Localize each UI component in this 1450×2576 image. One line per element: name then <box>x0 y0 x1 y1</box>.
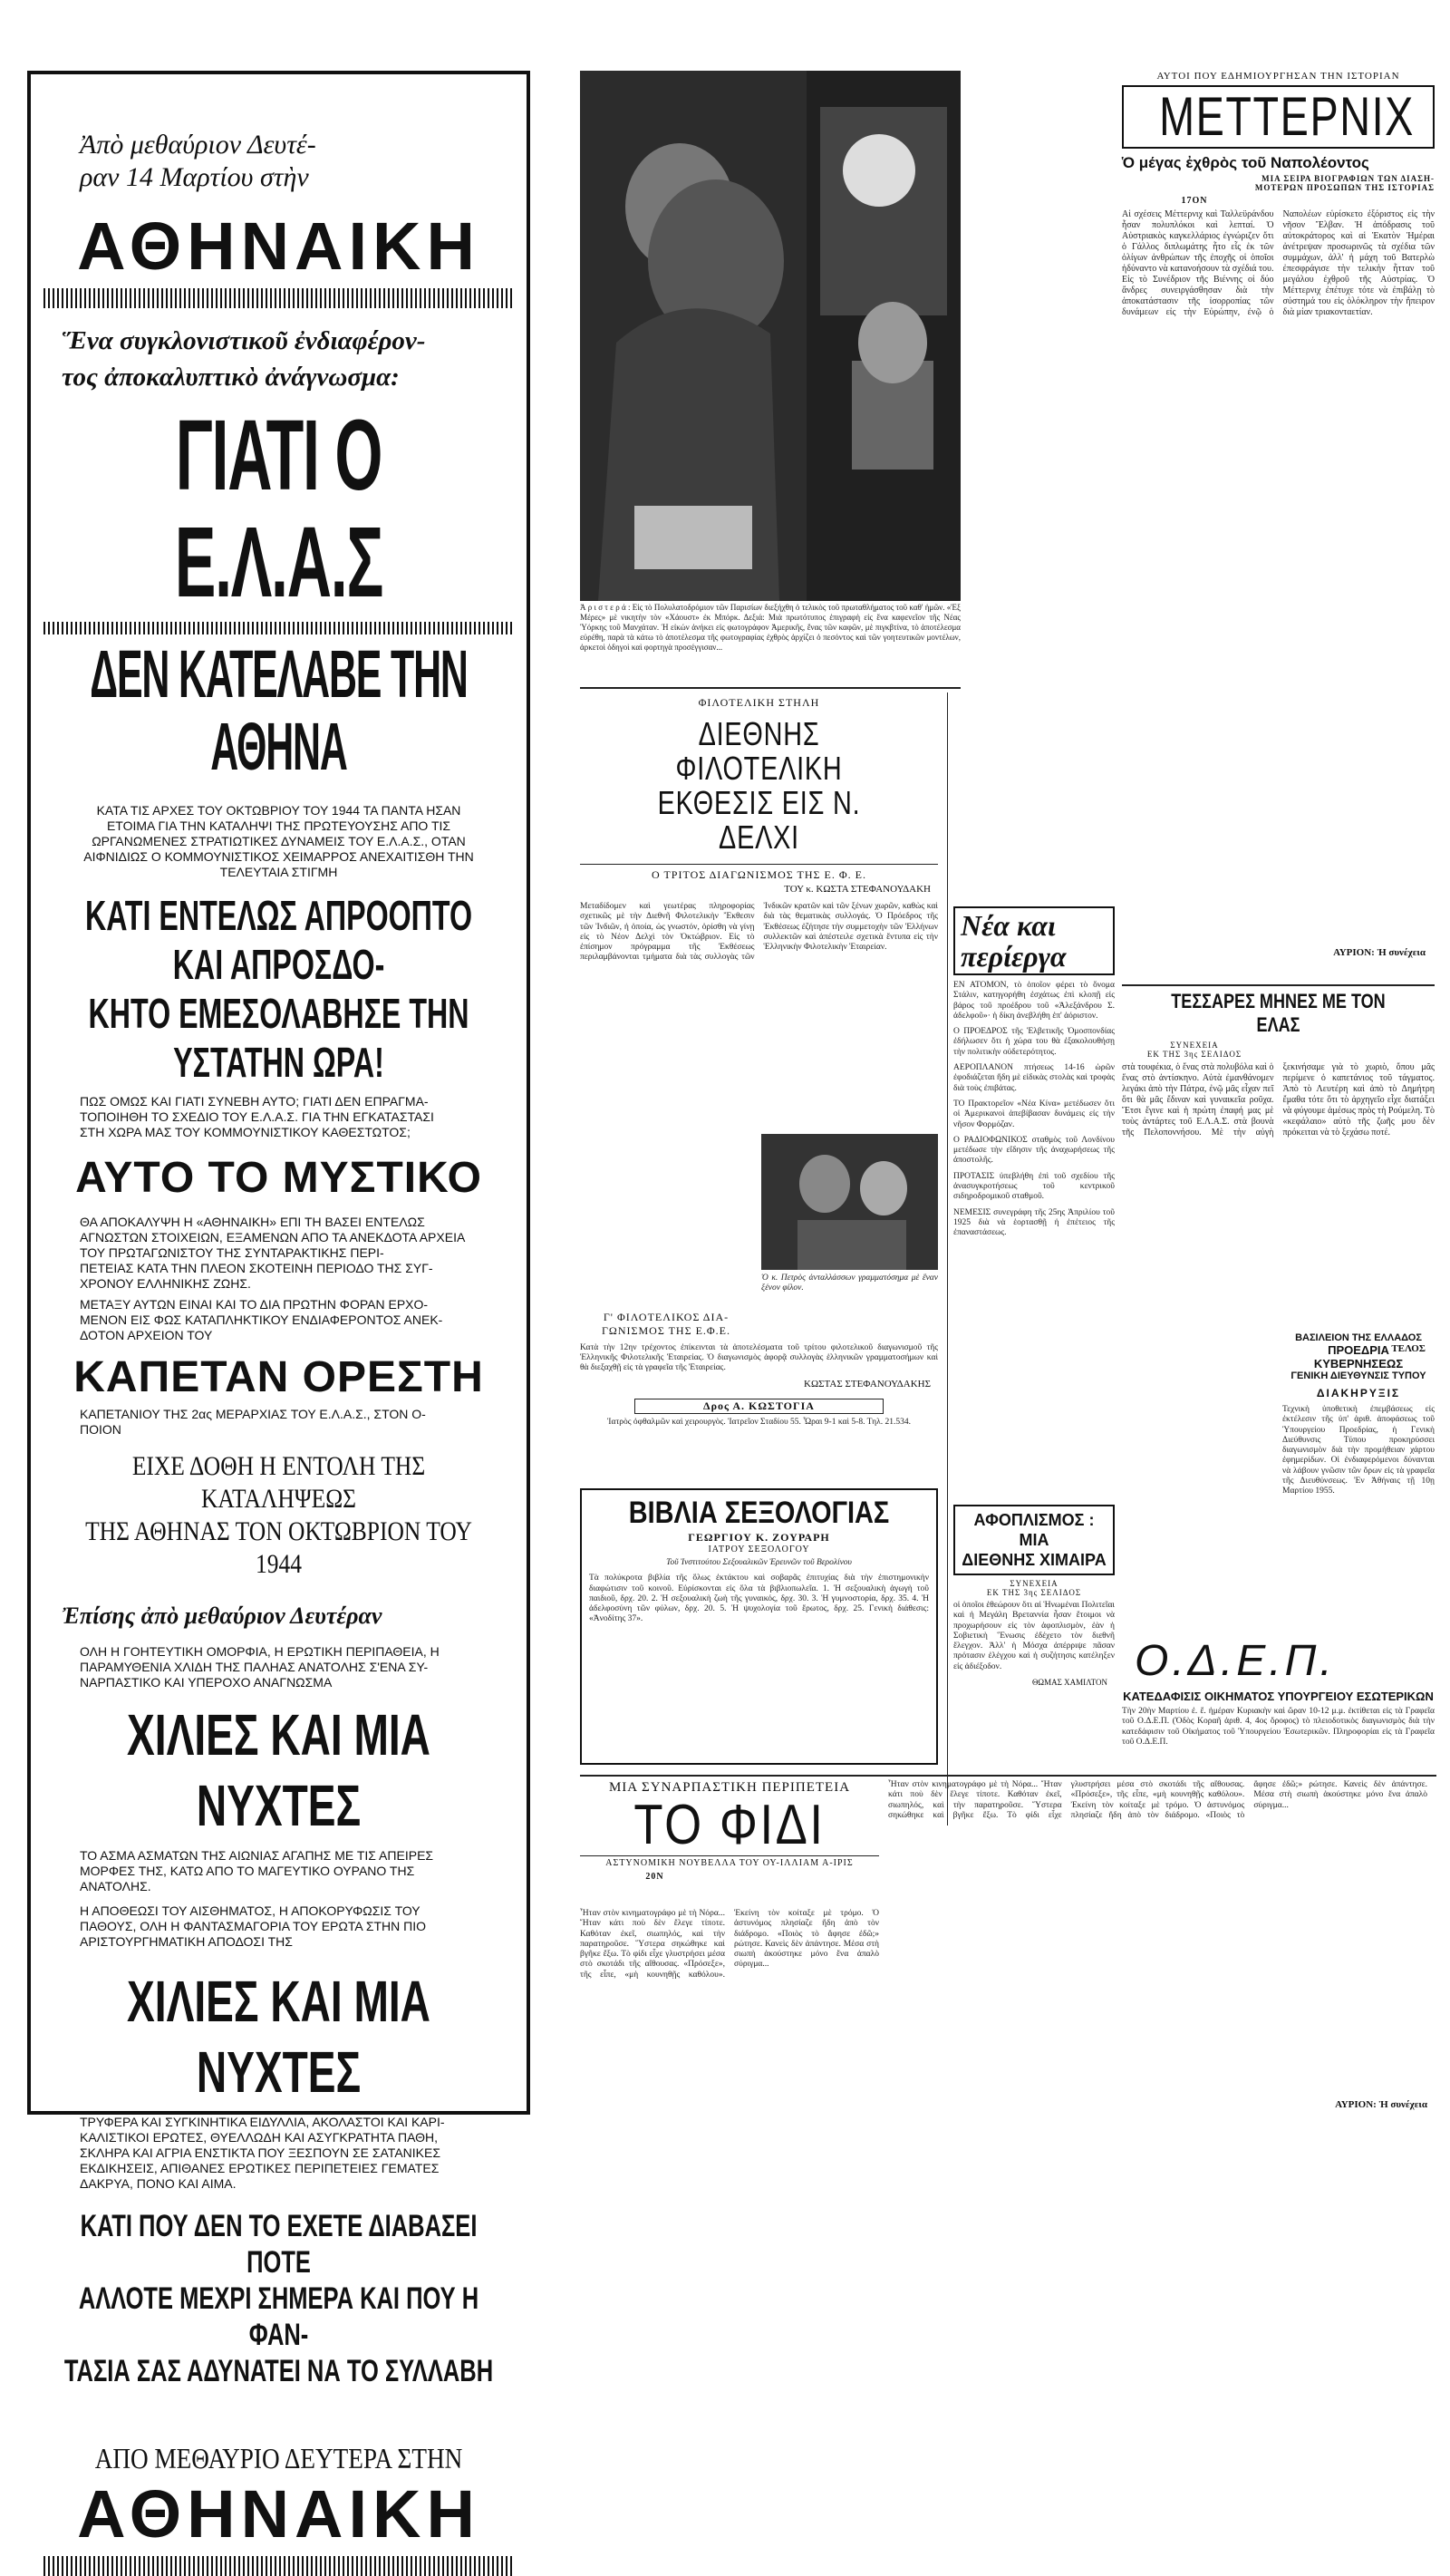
news-item: ΝΕΜΕΣΙΣ συνεγράφη τῆς 25ης Ἀπριλίου τοῦ 1925 διὰ νὰ ἑορτασθῇ ἡ ἐπέτειος τῆς ἐπαναστάσεως. <box>953 1207 1115 1238</box>
news-item: ΠΡΟΤΑΣΙΣ ὑπεβλήθη ἐπὶ τοῦ σχεδίου τῆς ἀνασυγκροτήσεως τοῦ κεντρικοῦ σιδηροδρομικοῦ σταθμοῦ. <box>953 1171 1115 1202</box>
hatch-divider <box>44 2556 514 2576</box>
notice-line: ΓΕΝΙΚΗ ΔΙΕΥΘΥΝΣΙΣ ΤΥΠΟΥ <box>1290 1370 1426 1381</box>
headline-never-read: ΚΑΤΙ ΠΟΥ ΔΕΝ ΤΟ ΕΧΕΤΕ ΔΙΑΒΑΣΕΙ ΠΟΤΕ ΑΛΛΟΤΕ ΜΕΧΡΙ ΣΗΜΕΡΑ ΚΑΙ ΠΟΥ Η ΦΑΝ- ΤΑΣΙΑ ΣΑΣ ΑΔΥΝΑΤΕΙ ΝΑ ΤΟ ΣΥΛΛΑΒΗ <box>63 2209 494 2388</box>
ad-blurb: ΠΩΣ ΟΜΩΣ ΚΑΙ ΓΙΑΤΙ ΣΥΝΕΒΗ ΑΥΤΟ; ΓΙΑΤΙ ΔΕΝ ΕΠΡΑΓΜΑ- ΤΟΠΟΙΗΘΗ ΤΟ ΣΧΕΔΙΟ ΤΟΥ Ε.Λ.Α.Σ. ΓΙΑ ΤΗΝ ΕΓΚΑΤΑΣΤΑΣΙ ΣΤΗ ΧΩΡΑ ΜΑΣ ΤΟΥ ΚΟΜΜΟΥΝΙΣΤΙΚΟΥ ΚΑΘΕΣΤΩΤΟΣ; <box>80 1094 434 1139</box>
ad-blurb: ΜΕΤΑΞΥ ΑΥΤΩΝ ΕΙΝΑΙ ΚΑΙ ΤΟ ΔΙΑ ΠΡΩΤΗΝ ΦΟΡΑΝ ΕΡΧΟ- ΜΕΝΟΝ ΕΙΣ ΦΩΣ ΚΑΤΑΠΛΗΚΤΙΚΟΥ ΕΝΔΙΑΦΕΡΟΝΤΟΣ ΑΝΕΚ- ΔΟΤΟΝ ΑΡΧΕΙΟΝ ΤΟΥ <box>80 1297 443 1342</box>
elas-body: στὰ τουφέκια, ὁ ἕνας στὰ πολυβόλα καὶ ὁ ἕνας στὸ ἀντίσκηνο. Αὐτὰ ἐμανθάνομεν λεγάκι ἀπὸ τὴν Πάτρα, ἐνῷ μᾶς εἶχαν πεῖ ὅτι θὰ μᾶς ἔδιναν καὶ γυναικεῖα ροῦχα. Ἔτσι ἔγινε καὶ ἡ πρώτη ἐπαφή μας μὲ τοὺς ἀντάρτες τοῦ Ε.Λ.Α.Σ. στὰ βουνὰ τῆς Πελοποννήσου. Μὲ τὴν αὐγὴ ξεκινήσαμε γιὰ τὸ χωριὸ, ὅπου μᾶς περίμενε ὁ καπετάνιος τοῦ τάγματος. Ἀπὸ τὸ Λευτέρη καὶ ἀπὸ τὸ Δημήτρη ἔμαθα τότε ὅτι τὸ ἀρχηγεῖο εἶχε διατάξει νὰ φύγουμε ἀμέσως πρὸς τὴ Ρούμελη. Τὸ «κεφάλαιο» αὐτὸ τῆς ζωῆς μου δὲν πρόκειται νὰ τὸ ξεχάσω ποτέ. <box>1122 1062 1435 1138</box>
snake-subtitle: ΑΣΤΥΝΟΜΙΚΗ ΝΟΥΒΕΛΛΑ ΤΟΥ ΟΥ-ΙΛΛΙΑΜ Α-ΙΡΙΣ <box>580 1855 879 1868</box>
metternich-body: Αἱ σχέσεις Μέττερνιχ καὶ Ταλλεϋράνδου ἦσαν πολυπλόκοι καὶ λεπταί. Ὁ Αὐστριακὸς καγκελλάριος ἐγνώριζεν ὅτι ὁ Γάλλος διπλωμάτης ἦτο εἷς ἐκ τῶν ὀλίγων ἀνθρώπων τῆς ἐποχῆς οἱ ὁποῖοι ἠδύναντο νὰ κατανοήσουν τὰ σχέδιά του. Εἰς τὸ Συνέδριον τῆς Βιέννης οἱ δύο ἄνδρες συνειργάσθησαν διὰ τὴν ἀποκατάστασιν τῆς ἰσορροπίας τῶν δυνάμεων εἰς τὴν Εὐρώπην, ἐνῷ ὁ Ναπολέων εὑρίσκετο ἐξόριστος εἰς τὴν νῆσον Ἔλβαν. Ἡ ἀπόδρασις τοῦ αὐτοκράτορος καὶ αἱ Ἑκατὸν Ἡμέραι ἀνέτρεψαν προσωρινῶς τὰ σχέδια τῶν συμμάχων, ἀλλ' ἡ μάχη τοῦ Βατερλὼ ἐπεσφράγισε τὴν τελικὴν ἧτταν τοῦ μεγάλου ἐχθροῦ τῆς Αὐστρίας. Ὁ Μέττερνιχ ἐπέτυχε τότε νὰ ἐπιβάλῃ τὸ σύστημά του εἰς ὁλόκληρον τὴν ἤπειρον διὰ μίαν τριακονταετίαν. <box>1122 209 1435 317</box>
philately-subhead: Γ' ΦΙΛΟΤΕΛΙΚΟΣ ΔΙΑ- ΓΩΝΙΣΜΟΣ ΤΗΣ Ε.Φ.Ε. <box>601 1310 731 1337</box>
photo-caption: Ἀ ρ ι σ τ ε ρ ά : Εἰς τὸ Πολυλατοδρόμιον τῶν Παρισίων διεξήχθη ὁ τελικὸς τοῦ πρωταθλήματος τοῦ καθ' ἡμῶν. «Ἐξ Μέρες» μὲ νικητὴν τὸν «Χάουστ» ἐκ Μπόρκ. Δεξιά: Μιὰ πρωτότυπος ἐπιγραφὴ εἰς ἕνα καφενεῖον τῆς Νέας Ὑόρκης τοῦ Μανχάταν. Ἡ εἰκών ἀνήκει εἰς φωτογράφον Ἀμερικῆς, ἕνας τῶν καφῶν, μὲ πιγκβτίνα, τὸ ἀποτέλεσμα εὐρέθη, παρὰ τὰ κάτω τὸ ἀποτέλεσμα τῆς φωτογραφίας ἐχθρὸς ἀρχίζει ὁ πεσόντος καὶ τῶν γοητευτικῶν μοντέλων, ἀρκετοὶ ὁδηγοὶ καὶ φορτηγὰ προσέγγισαν... <box>580 603 961 652</box>
doctor-name: Δρος Α. ΚΩΣΤΟΓΙΑ <box>634 1399 884 1414</box>
philately-body: Κατὰ τὴν 12ην τρέχοντος ἐπίκεινται τὰ ἀποτελέσματα τοῦ τρίτου φιλοτελικοῦ διαγωνισμοῦ τῆς Ἑλληνικῆς Φιλοτελικῆς Ἑταιρείας. Ὁ διαγωνισμὸς ἀφορᾷ συλλογὰς ἑλληνικῶν γραμματοσήμων καὶ θὰ διεξαχθῇ εἰς τὰ γραφεῖα τῆς Ἑταιρείας. <box>580 1342 938 1373</box>
headline-mystery: ΑΥΤΟ ΤΟ ΜΥΣΤΙΚΟ <box>75 1154 482 1202</box>
ad-blurb: ΚΑΠΕΤΑΝΙΟΥ ΤΗΣ 2ας ΜΕΡΑΡΧΙΑΣ ΤΟΥ Ε.Λ.Α.Σ., ΣΤΟΝ Ο- ΠΟΙΟΝ <box>80 1407 426 1437</box>
headline-order: ΕΙΧΕ ΔΟΘΗ Η ΕΝΤΟΛΗ ΤΗΣ ΚΑΤΑΛΗΨΕΩΣ ΤΗΣ ΑΘΗΝΑΣ ΤΟΝ ΟΚΤΩΒΡΙΟΝ ΤΟΥ 1944 <box>85 1451 472 1579</box>
advert-athinaiki <box>27 71 530 2552</box>
philately-sign: ΚΩΣΤΑΣ ΣΤΕΦΑΝΟΥΔΑΚΗΣ <box>804 1379 931 1390</box>
snake-next: ΑΥΡΙΟΝ: Ἡ συνέχεια <box>1335 2099 1427 2110</box>
photo-image <box>580 71 961 601</box>
elas-article <box>1122 990 1435 1354</box>
chimera-signature: ΘΩΜΑΣ ΧΑΜΙΛΤΟΝ <box>1031 1678 1107 1688</box>
stamp-caption: Ὁ κ. Πετρὸς ἀνταλλάσσων γραμματόσημα μὲ ἕναν ξένον φίλον. <box>761 1273 938 1293</box>
odep-notice <box>1122 1639 1435 1770</box>
metternich-title: ΜΕΤΤΕΡΝΙΧ <box>1159 86 1415 147</box>
snake-part: 20Ν <box>645 1872 664 1882</box>
ad-closing: ΑΠΟ ΜΕΘΑΥΡΙΟ ΔΕΥΤΕΡΑ ΣΤΗΝ <box>94 2442 463 2474</box>
stamp-photo <box>761 1134 938 1270</box>
news-item: ΑΕΡΟΠΛΑΝΟΝ πτήσεως 14-16 ὡρῶν ἐφοδιάζεται ἤδη μὲ εἰδικὰς στολὰς καὶ τροφὰς διὰ τοὺς ἐπιβάτας. <box>953 1063 1115 1093</box>
philately-column <box>580 692 938 1481</box>
snake-body: Ἦταν στὸν κινηματογράφο μὲ τὴ Νόρα... Ἤταν κάτι ποὺ δὲν ἔλεγε τίποτε. Καθόταν ἐκεῖ, σιωπηλός, καὶ τὴν παρατηροῦσε. Ὕστερα σηκώθηκε καὶ βγῆκε ἔξω. Τὸ φίδι εἶχε γλυστρήσει μέσα στὸ σκοτάδι τῆς αἴθουσας. «Πρόσεξε», τῆς εἶπε, «μὴ κουνηθῇς καθόλου». Ἐκείνη τὸν κοίταξε μὲ τρόμο. Ὁ ἀστυνόμος πλησίαζε ἤδη ἀπὸ τὸν διάδρομο. «Ποιὸς τὸ ἄφησε ἐδῶ;» ρώτησε. Κανεὶς δὲν ἀπάντησε. Μέσα στὴ σιωπὴ ἀκούστηκε μόνο ἕνα ἀπαλὸ σύριγμα... <box>888 1780 1427 1820</box>
chimera-title: ΑΦΟΠΛΙΣΜΟΣ : ΜΙΑ ΔΙΕΘΝΗΣ ΧΙΜΑΙΡΑ <box>953 1505 1115 1575</box>
chimera-cont: ΣΥΝΕΧΕΙΑ ΕΚ ΤΗΣ 3ης ΣΕΛΙΔΟΣ <box>986 1579 1082 1597</box>
news-photo <box>580 71 961 601</box>
books-ad <box>580 1488 938 1765</box>
ad-blurb: Η ΑΠΟΘΕΩΣΙ ΤΟΥ ΑΙΣΘΗΜΑΤΟΣ, Η ΑΠΟΚΟΡΥΦΩΣΙΣ ΤΟΥ ΠΑΘΟΥΣ, ΟΛΗ Η ΦΑΝΤΑΣΜΑΓΟΡΙΑ ΤΟΥ ΕΡΩΤΑ ΣΤΗΝ ΠΙΟ ΑΡΙΣΤΟΥΡΓΗΜΑΤΙΚΗ ΑΠΟΔΟΣΙ ΤΗΣ <box>80 1903 427 1949</box>
philately-subtitle: Ο ΤΡΙΤΟΣ ΔΙΑΓΩΝΙΣΜΟΣ ΤΗΣ Ε. Φ. Ε. <box>580 864 938 882</box>
books-line: Τοῦ Ἰνστιτούτου Σεξουαλικῶν Ἐρευνῶν τοῦ Βερολίνου <box>666 1558 852 1567</box>
elas-cont: ΣΥΝΕΧΕΙΑ ΕΚ ΤΗΣ 3ης ΣΕΛΙΔΟΣ <box>1146 1041 1242 1059</box>
snake-kicker: ΜΙΑ ΣΥΝΑΡΠΑΣΤΙΚΗ ΠΕΡΙΠΕΤΕΙΑ <box>608 1780 851 1795</box>
ad-intro: Ἀπὸ μεθαύριον Δευτέ- ραν 14 Μαρτίου στὴν <box>80 130 316 192</box>
paper-name: ΑΘΗΝΑΙΚΗ <box>77 2476 480 2552</box>
ad-blurb: ΚΑΤΑ ΤΙΣ ΑΡΧΕΣ ΤΟΥ ΟΚΤΩΒΡΙΟΥ ΤΟΥ 1944 ΤΑ ΠΑΝΤΑ ΗΣΑΝ ΕΤΟΙΜΑ ΓΙΑ ΤΗΝ ΚΑΤΑΛΗΨΙ ΤΗΣ ΠΡΩΤΕΥΟΥΣΗΣ ΑΠΟ ΤΙΣ ΩΡΓΑΝΩΜΕΝΕΣ ΣΤΡΑΤΙΩΤΙΚΕΣ ΔΥΝΑΜΕΙΣ ΤΟΥ Ε.Λ.Α.Σ., ΟΤΑΝ ΑΙΦΝΙΔΙΩΣ Ο ΚΟΜΜΟΥΝΙΣΤΙΚΟΣ ΧΕΙΜΑΡΡΟΣ ΑΝΕΧΑΙΤΙΣΘΗ ΤΗΝ ΤΕΛΕΥΤΑΙΑ ΣΤΙΓΜΗ <box>83 803 474 879</box>
elas-signoff: ΤΕΛΟΣ <box>1391 1343 1426 1354</box>
headline-orestis: ΚΑΠΕΤΑΝ ΟΡΕΣΤΗ <box>73 1353 484 1401</box>
divider <box>580 1775 1436 1777</box>
books-body: Τὰ πολύκροτα βιβλία τῆς ὅλως ἐκτάκτου καὶ σοβαρᾶς ἐπιτυχίας διὰ τὴν ἐπιστημονικὴν διαφώτισιν τοῦ κοινοῦ. Εὑρίσκονται εἰς ὅλα τὰ βιβλιοπωλεῖα. 1. Ἡ σεξουαλικὴ ἀγωγὴ τοῦ παιδιοῦ, δρχ. 20. 2. Ἡ σεξουαλικὴ ζωὴ τῆς γυναικός, δρχ. 30. 3. Ἡ γυμνοστορία, δρχ. 35. 4. Ἡ ἀδελφοσύνη τῶν φύλων, δρχ. 20. 5. Ἡ ψυχολογία τοῦ ἔρωτος, δρχ. 25. Γενικὴ διάθεσις: «Ἀνοδίτης 37». <box>589 1574 929 1624</box>
snake-serial <box>580 1780 1436 2114</box>
books-author: ΓΕΩΡΓΙΟΥ Κ. ΖΟΥΡΑΡΗ <box>688 1531 830 1544</box>
metternich-kicker: ΑΥΤΟΙ ΠΟΥ ΕΔΗΜΙΟΥΡΓΗΣΑΝ ΤΗΝ ΙΣΤΟΡΙΑΝ <box>1156 71 1400 82</box>
news-item: Ο ΡΑΔΙΟΦΩΝΙΚΟΣ σταθμὸς τοῦ Λονδίνου μετέδωσε τὴν εἴδησιν τῆς ἀναχωρήσεως τῆς ἀποστολῆς. <box>953 1135 1115 1166</box>
books-title: ΒΙΒΛΙΑ ΣΕΞΟΛΟΓΙΑΣ <box>628 1496 890 1530</box>
divider <box>580 687 961 689</box>
chimera-body: οἱ ὁποῖοι ἐθεώρουν ὅτι αἱ Ἡνωμέναι Πολιτεῖαι καὶ ἡ Μεγάλη Βρεταννία ἦσαν ἕτοιμοι νὰ προχωρήσουν εἰς τὸν ἀφοπλισμὸν, ἐὰν ἡ Σοβιετικὴ Ἕνωσις ἐδέχετο τὸν διεθνῆ ἔλεγχον. Ἀλλ' ἡ Μόσχα ἀπέρριψε πᾶσαν πρότασιν ἐλέγχου καὶ ἡ συζήτησις κατέληξεν εἰς ἀδιέξοδον. <box>953 1601 1115 1671</box>
headline-1001-nights: ΧΙΛΙΕΣ ΚΑΙ ΜΙΑ ΝΥΧΤΕΣ <box>127 1702 430 1838</box>
headline-1001-nights: ΧΙΛΙΕΣ ΚΑΙ ΜΙΑ ΝΥΧΤΕΣ <box>127 1969 430 2105</box>
ad-also: Ἐπίσης ἀπὸ μεθαύριον Δευτέραν <box>62 1603 382 1629</box>
news-item: ΤΟ Πρακτορεῖον «Νέα Κίνα» μετέδωσεν ὅτι οἱ Ἀμερικανοὶ ἀπεβίβασαν δυνάμεις εἰς τὴν νῆσον Φορμόζαν. <box>953 1099 1115 1129</box>
philately-title: ΕΚΘΕΣΙΣ ΕΙΣ Ν. ΔΕΛΧΙ <box>657 784 861 856</box>
news-title-box <box>953 906 1115 975</box>
divider <box>1122 984 1435 986</box>
news-title: Νέα και περίεργα <box>961 909 1067 973</box>
notice-line: ΠΡΟΕΔΡΙΑ ΚΥΒΕΡΝΗΣΕΩΣ <box>1313 1343 1404 1370</box>
elas-title: ΤΕΣΣΑΡΕΣ ΜΗΝΕΣ ΜΕ ΤΟΝ ΕΛΑΣ <box>1171 990 1386 1036</box>
divider <box>947 692 948 1825</box>
metternich-article <box>1122 71 1435 982</box>
paper-name: ΑΘΗΝΑΙΚΗ <box>77 208 480 284</box>
news-item: Ο ΠΡΟΕΔΡΟΣ τῆς Ἑλβετικῆς Ὁμοσπονδίας ἐδήλωσεν ὅτι ἡ χώρα του θὰ ἐξακολουθήσῃ τὴν πολιτικὴν οὐδετερότητος. <box>953 1027 1115 1057</box>
metternich-next: ΑΥΡΙΟΝ: Ἡ συνέχεια <box>1333 947 1426 958</box>
ad-blurb: ΤΡΥΦΕΡΑ ΚΑΙ ΣΥΓΚΙΝΗΤΙΚΑ ΕΙΔΥΛΛΙΑ, ΑΚΟΛΑΣΤΟΙ ΚΑΙ ΚΑΡΙ- ΚΑΛΙΣΤΙΚΟΙ ΕΡΩΤΕΣ, ΘΥΕΛΛΩΔΗ ΚΑΙ ΑΣΥΓΚΡΑΤΗΤΑ ΠΑΘΗ, ΣΚΛΗΡΑ ΚΑΙ ΑΓΡΙΑ ΕΝΣΤΙΚΤΑ ΠΟΥ ΞΕΣΠΟΥΝ ΣΕ ΣΑΤΑΝΙΚΕΣ ΕΚΔΙΚΗΣΕΙΣ, ΑΠΙΘΑΝΕΣ ΕΡΩΤΙΚΕΣ ΠΕΡΙΠΕΤΕΙΕΣ ΓΕΜΑΤΕΣ ΔΑΚΡΥΑ, ΠΟΝΟ ΚΑΙ ΑΙΜΑ. <box>80 2115 445 2191</box>
odep-headline: ΚΑΤΕΔΑΦΙΣΙΣ ΟΙΚΗΜΑΤΟΣ ΥΠΟΥΡΓΕΙΟΥ ΕΣΩΤΕΡΙΚΩΝ <box>1123 1690 1434 1703</box>
metternich-part: 17ΟΝ <box>1181 196 1208 206</box>
chimera-article <box>953 1505 1115 1777</box>
snake-header <box>580 1780 879 1882</box>
philately-byline: ΤΟΥ κ. ΚΩΣΤΑ ΣΤΕΦΑΝΟΥΔΑΚΗ <box>784 884 931 895</box>
ad-blurb: ΘΑ ΑΠΟΚΑΛΥΨΗ Η «ΑΘΗΝΑΙΚΗ» ΕΠΙ ΤΗ ΒΑΣΕΙ ΕΝΤΕΛΩΣ ΑΓΝΩΣΤΩΝ ΣΤΟΙΧΕΙΩΝ, ΕΞΑΜΕΝΩΝ ΑΠΟ ΤΑ ΑΝΕΚΔΟΤΑ ΑΡΧΕΙΑ ΤΟΥ ΠΡΩΤΑΓΩΝΙΣΤΟΥ ΤΗΣ ΣΥΝΤΑΡΑΚΤΙΚΗΣ ΠΕΡΙ- ΠΕΤΕΙΑΣ ΚΑΤΑ ΤΗΝ ΠΛΕΟΝ ΣΚΟΤΕΙΝΗ ΠΕΡΙΟΔΟ ΤΗΣ ΣΥΓ- ΧΡΟΝΟΥ ΕΛΛΗΝΙΚΗΣ ΖΩΗΣ. <box>80 1215 465 1291</box>
metternich-subtitle: Ὁ μέγας ἐχθρὸς τοῦ Ναπολέοντος <box>1122 154 1369 171</box>
ad-teaser: Ἕνα συγκλονιστικοῦ ἐνδιαφέρον- τος ἀποκαλυπτικὸ ἀνάγνωσμα: <box>62 326 426 392</box>
notice-line: ΒΑΣΙΛΕΙΟΝ ΤΗΣ ΕΛΛΑΔΟΣ <box>1295 1332 1422 1343</box>
ad-blurb: ΤΟ ΑΣΜΑ ΑΣΜΑΤΩΝ ΤΗΣ ΑΙΩΝΙΑΣ ΑΓΑΠΗΣ ΜΕ ΤΙΣ ΑΠΕΙΡΕΣ ΜΟΡΦΕΣ ΤΗΣ, ΚΑΤΩ ΑΠΟ ΤΟ ΜΑΓΕΥΤΙΚΟ ΟΥΡΑΝΟ ΤΗΣ ΑΝΑΤΟΛΗΣ. <box>80 1848 434 1893</box>
stamp-photo-image <box>761 1134 938 1270</box>
headline-athens: ΔΕΝ ΚΑΤΕΛΑΒΕ ΤΗΝ ΑΘΗΝΑ <box>90 636 468 784</box>
metternich-title-box <box>1122 85 1435 149</box>
hatch-divider <box>44 288 514 308</box>
philately-kicker: ΦΙΛΟΤΕΛΙΚΗ ΣΤΗΛΗ <box>698 696 820 709</box>
headline-why-elas: ΓΙΑΤΙ Ο Ε.Λ.Α.Σ <box>174 400 383 618</box>
notice-body: Τεχνικὴ ὑποθετικὴ ἐπεμβάσεως εἰς ἐκτέλεσιν τῆς ὑπ' ἀριθ. ἀποφάσεως τοῦ Ὑπουργείου Προεδρίας, ἡ Γενικὴ Διεύθυνσις Τύπου προκηρύσσει διαγωνισμὸν διὰ τὴν προμήθειαν χάρτου ἐφημερίδων. Οἱ ἐνδιαφερόμενοι δύνανται νὰ λάβουν γνῶσιν τῶν ὅρων εἰς τὰ γραφεῖα τῆς Διευθύνσεως. Ἐν Ἀθήναις τῇ 10ῃ Μαρτίου 1955. <box>1282 1405 1435 1496</box>
snake-body: Ἦταν στὸν κινηματογράφο μὲ τὴ Νόρα... Ἤταν κάτι ποὺ δὲν ἔλεγε τίποτε. Καθόταν ἐκεῖ, σιωπηλός, καὶ τὴν παρατηροῦσε. Ὕστερα σηκώθηκε καὶ βγῆκε ἔξω. Τὸ φίδι εἶχε γλυστρήσει μέσα στὸ σκοτάδι τῆς αἴθουσας. «Πρόσεξε», τῆς εἶπε, «μὴ κουνηθῇς καθόλου». Ἐκείνη τὸν κοίταξε μὲ τρόμο. Ὁ ἀστυνόμος πλησίαζε ἤδη ἀπὸ τὸν διάδρομο. «Ποιὸς τὸ ἄφησε ἐδῶ;» ρώτησε. Κανεὶς δὲν ἀπάντησε. Μέσα στὴ σιωπὴ ἀκούστηκε μόνο ἕνα ἀπαλὸ σύριγμα... <box>580 1909 879 1980</box>
notice-heading: ΔΙΑΚΗΡΥΞΙΣ <box>1316 1387 1401 1399</box>
hatch-divider <box>44 622 514 634</box>
doctor-text: Ἰατρὸς ὀφθαλμῶν καὶ χειρουργὸς. Ἰατρεῖον Σταδίου 55. Ὧραι 9-1 καὶ 5-8. Τηλ. 21.534. <box>607 1418 911 1428</box>
news-item: ΕΝ ΑΤΟΜΟΝ, τὸ ὁποῖον φέρει τὸ ὄνομα Στάλιν, κατηγορήθη ἐσχάτως ἐπὶ κλοπῇ εἰς βάρος τοῦ προέδρου τοῦ «Ἀλεξάνδρου Σ. ἀδελφοῦ»· ἡ δίκη ἀνεβλήθη ἐπ' ἀόριστον. <box>953 981 1115 1021</box>
snake-title: ΤΟ ΦΙΔΙ <box>633 1794 826 1856</box>
odep-title: Ο.Δ.Ε.Π. <box>1135 1637 1336 1685</box>
headline-unexpected: ΚΑΤΙ ΕΝΤΕΛΩΣ ΑΠΡΟΟΠΤΟ ΚΑΙ ΑΠΡΟΣΔΟ- ΚΗΤΟ ΕΜΕΣΟΛΑΒΗΣΕ ΤΗΝ ΥΣΤΑΤΗΝ ΩΡΑ! <box>84 892 473 1086</box>
philately-body: Μεταδίδομεν καὶ γεωτέρας πληροφορίας σχετικῶς μὲ τὴν Διεθνῆ Φιλοτελικὴν Ἔκθεσιν τῶν Ἰνδιῶν, ἡ ὁποία, ὡς γνωστόν, ὁρίσθη νὰ γίνῃ εἰς τὸ Νέον Δελχὶ τὸν Ὀκτώβριον. Εἰς τὸ ἐπίσημον πρόγραμμα τῆς Ἐκθέσεως περιλαμβάνονται τμήματα διὰ τὰς συλλογὰς τῶν Ἰνδικῶν κρατῶν καὶ τῶν ξένων χωρῶν, καθὼς καὶ διὰ τὰς θεματικὰς συλλογάς. Ὁ Πρόεδρος τῆς Ἐκθέσεως ἐζήτησε τὴν συμμετοχὴν τῶν Ἑλλήνων συλλεκτῶν καὶ ἀπέστειλε σχετικὰ ἔντυπα εἰς τὴν Ἑλληνικὴν Φιλοτελικὴν Ἑταιρείαν. <box>580 902 938 963</box>
metternich-series: ΜΙΑ ΣΕΙΡΑ ΒΙΟΓΡΑΦΙΩΝ ΤΩΝ ΔΙΑΣΗ- ΜΟΤΕΡΩΝ ΠΡΟΣΩΠΩΝ ΤΗΣ ΙΣΤΟΡΙΑΣ <box>1254 174 1435 192</box>
philately-title: ΔΙΕΘΝΗΣ ΦΙΛΟΤΕΛΙΚΗ <box>675 715 843 787</box>
press-notice <box>1282 1332 1435 1632</box>
books-role: ΙΑΤΡΟΥ ΣΕΞΟΛΟΓΟΥ <box>708 1545 810 1554</box>
ad-blurb: ΟΛΗ Η ΓΟΗΤΕΥΤΙΚΗ ΟΜΟΡΦΙΑ, Η ΕΡΩΤΙΚΗ ΠΕΡΙΠΑΘΕΙΑ, Η ΠΑΡΑΜΥΘΕΝΙΑ ΧΛΙΔΗ ΤΗΣ ΠΑΛΗΑΣ ΑΝΑΤΟΛΗΣ Σ'ΕΝΑ ΣΥ- ΝΑΡΠΑΣΤΙΚΟ ΚΑΙ ΥΠΕΡΟΧΟ ΑΝΑΓΝΩΣΜΑ <box>80 1644 440 1690</box>
odep-body: Τὴν 20ὴν Μαρτίου ἐ. ἔ. ἡμέραν Κυριακὴν καὶ ὥραν 10-12 μ.μ. ἐκτίθεται εἰς τὰ Γραφεῖα τοῦ Ο.Δ.Ε.Π. (Ὁδὸς Κοραῆ ἀριθ. 4, 4ος ὄροφος) τὸ πλειοδοτικὸς διαγωνισμὸς διὰ τὴν κατεδάφισιν τοῦ Οἰκήματος τοῦ Ὑπουργείου Ἐσωτερικῶν. Πληροφορίαι εἰς τὰ Γραφεῖα τοῦ Ο.Δ.Ε.Π. <box>1122 1707 1435 1747</box>
